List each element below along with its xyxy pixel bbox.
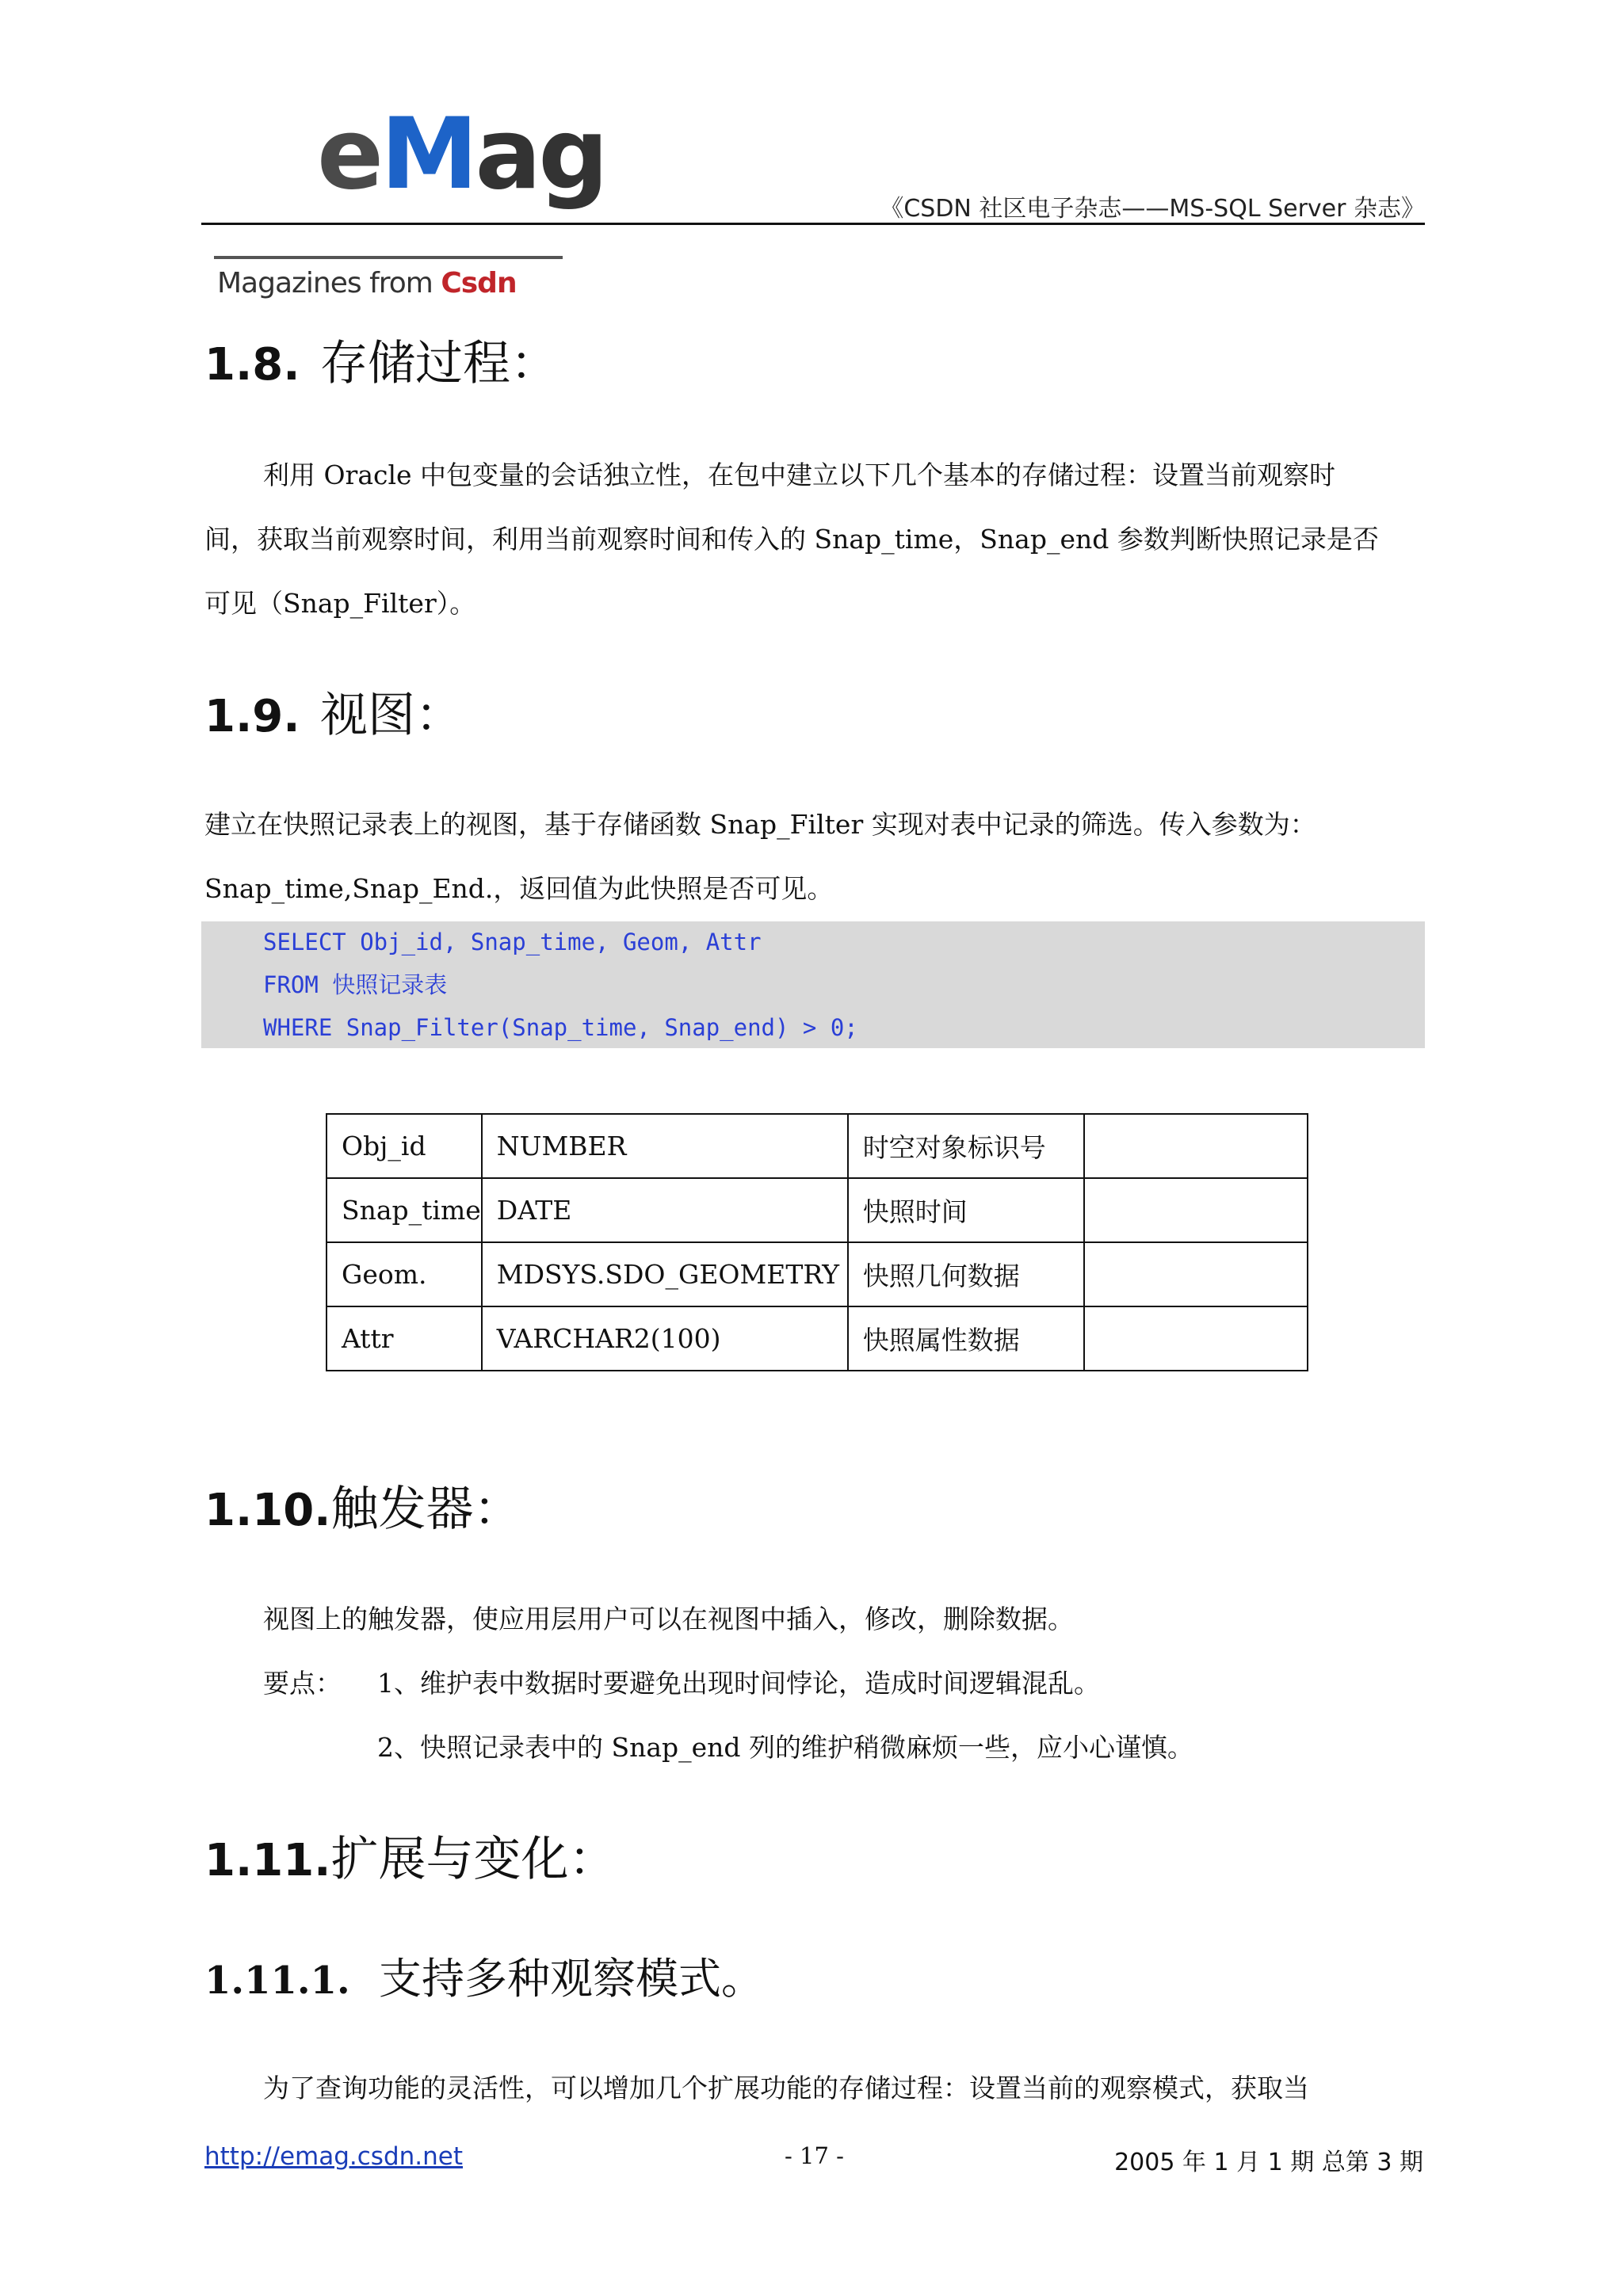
page-number: - 17 - <box>785 2142 844 2169</box>
issue-info: 2005 年 1 月 1 期 总第 3 期 <box>1114 2149 1423 2176</box>
logo-tagline <box>217 267 517 299</box>
table-cell: NUMBER <box>482 1114 848 1178</box>
point-item: 2、快照记录表中的 Snap_end 列的维护稍微麻烦一些，应小心谨慎。 <box>377 1732 1194 1763</box>
paragraph-line: 视图上的触发器，使应用层用户可以在视图中插入，修改，删除数据。 <box>263 1604 1074 1634</box>
section-title: 视图： <box>320 688 463 743</box>
magazine-title: 《CSDN 社区电子杂志——MS-SQL Server 杂志》 <box>880 195 1425 223</box>
logo-tagline-text: Magazines from <box>217 267 441 299</box>
points-label: 要点： <box>263 1668 342 1699</box>
footer-website-link[interactable]: http://emag.csdn.net <box>204 2142 464 2171</box>
subsection-number: 1.11.1. <box>204 1958 350 2003</box>
code-line: WHERE Snap_Filter(Snap_time, Snap_end) > 0; <box>263 1014 858 1041</box>
section-heading-1-10 <box>204 1482 521 1539</box>
table-cell: MDSYS.SDO_GEOMETRY <box>482 1242 848 1306</box>
table-cell: VARCHAR2(100) <box>482 1306 848 1371</box>
table-cell: 时空对象标识号 <box>848 1114 1084 1178</box>
table-cell: DATE <box>482 1178 848 1242</box>
section-number: 1.10. <box>204 1485 331 1536</box>
section-heading-1-8 <box>204 336 558 393</box>
table-cell <box>1084 1114 1308 1178</box>
view-columns-table <box>326 1113 1308 1371</box>
sql-code-block <box>201 921 1425 1048</box>
logo-wordmark <box>317 99 605 210</box>
table-cell: 快照属性数据 <box>848 1306 1084 1371</box>
logo-letter-e: e <box>317 97 381 212</box>
section-number: 1.8. <box>204 339 300 391</box>
table-row <box>327 1114 1308 1178</box>
section-title: 存储过程： <box>320 336 558 391</box>
table-row <box>327 1242 1308 1306</box>
section-heading-1-9 <box>204 688 463 745</box>
section-title: 触发器： <box>330 1482 521 1537</box>
table-cell: Attr <box>327 1306 482 1371</box>
table-cell: Snap_time <box>327 1178 482 1242</box>
section-heading-1-11 <box>204 1832 616 1889</box>
section-number: 1.11. <box>204 1835 331 1886</box>
table-cell <box>1084 1306 1308 1371</box>
subsection-heading-1-11-1 <box>204 1955 764 2004</box>
code-line: SELECT Obj_id, Snap_time, Geom, Attr <box>263 929 762 955</box>
paragraph-line: 可见（Snap_Filter）。 <box>204 588 476 619</box>
logo-letter-m: M <box>380 97 475 212</box>
code-line: FROM 快照记录表 <box>263 971 448 998</box>
paragraph-line: Snap_time,Snap_End.，返回值为此快照是否可见。 <box>204 873 834 904</box>
paragraph-line: 利用 Oracle 中包变量的会话独立性，在包中建立以下几个基本的存储过程：设置当前观察时 <box>263 460 1336 490</box>
table-cell: 快照时间 <box>848 1178 1084 1242</box>
point-item: 1、维护表中数据时要避免出现时间悖论，造成时间逻辑混乱。 <box>377 1668 1100 1699</box>
paragraph-line: 建立在快照记录表上的视图，基于存储函数 Snap_Filter 实现对表中记录的筛选。传入参数为： <box>204 809 1316 840</box>
table-cell: Geom. <box>327 1242 482 1306</box>
table-cell <box>1084 1178 1308 1242</box>
logo-underline <box>214 256 563 259</box>
table-cell <box>1084 1242 1308 1306</box>
table-row <box>327 1178 1308 1242</box>
paragraph-line: 间，获取当前观察时间，利用当前观察时间和传入的 Snap_time，Snap_end 参数判断快照记录是否 <box>204 524 1379 555</box>
table-row <box>327 1306 1308 1371</box>
logo-letters-ag: ag <box>475 97 605 212</box>
header-divider <box>201 223 1425 225</box>
section-number: 1.9. <box>204 691 300 742</box>
section-title: 扩展与变化： <box>330 1832 617 1887</box>
subsection-title: 支持多种观察模式。 <box>379 1954 764 2004</box>
paragraph-line: 为了查询功能的灵活性，可以增加几个扩展功能的存储过程：设置当前的观察模式，获取当 <box>263 2073 1309 2103</box>
table-cell: 快照几何数据 <box>848 1242 1084 1306</box>
table-cell: Obj_id <box>327 1114 482 1178</box>
emag-logo <box>214 97 605 299</box>
logo-tagline-brand: Csdn <box>441 267 517 299</box>
